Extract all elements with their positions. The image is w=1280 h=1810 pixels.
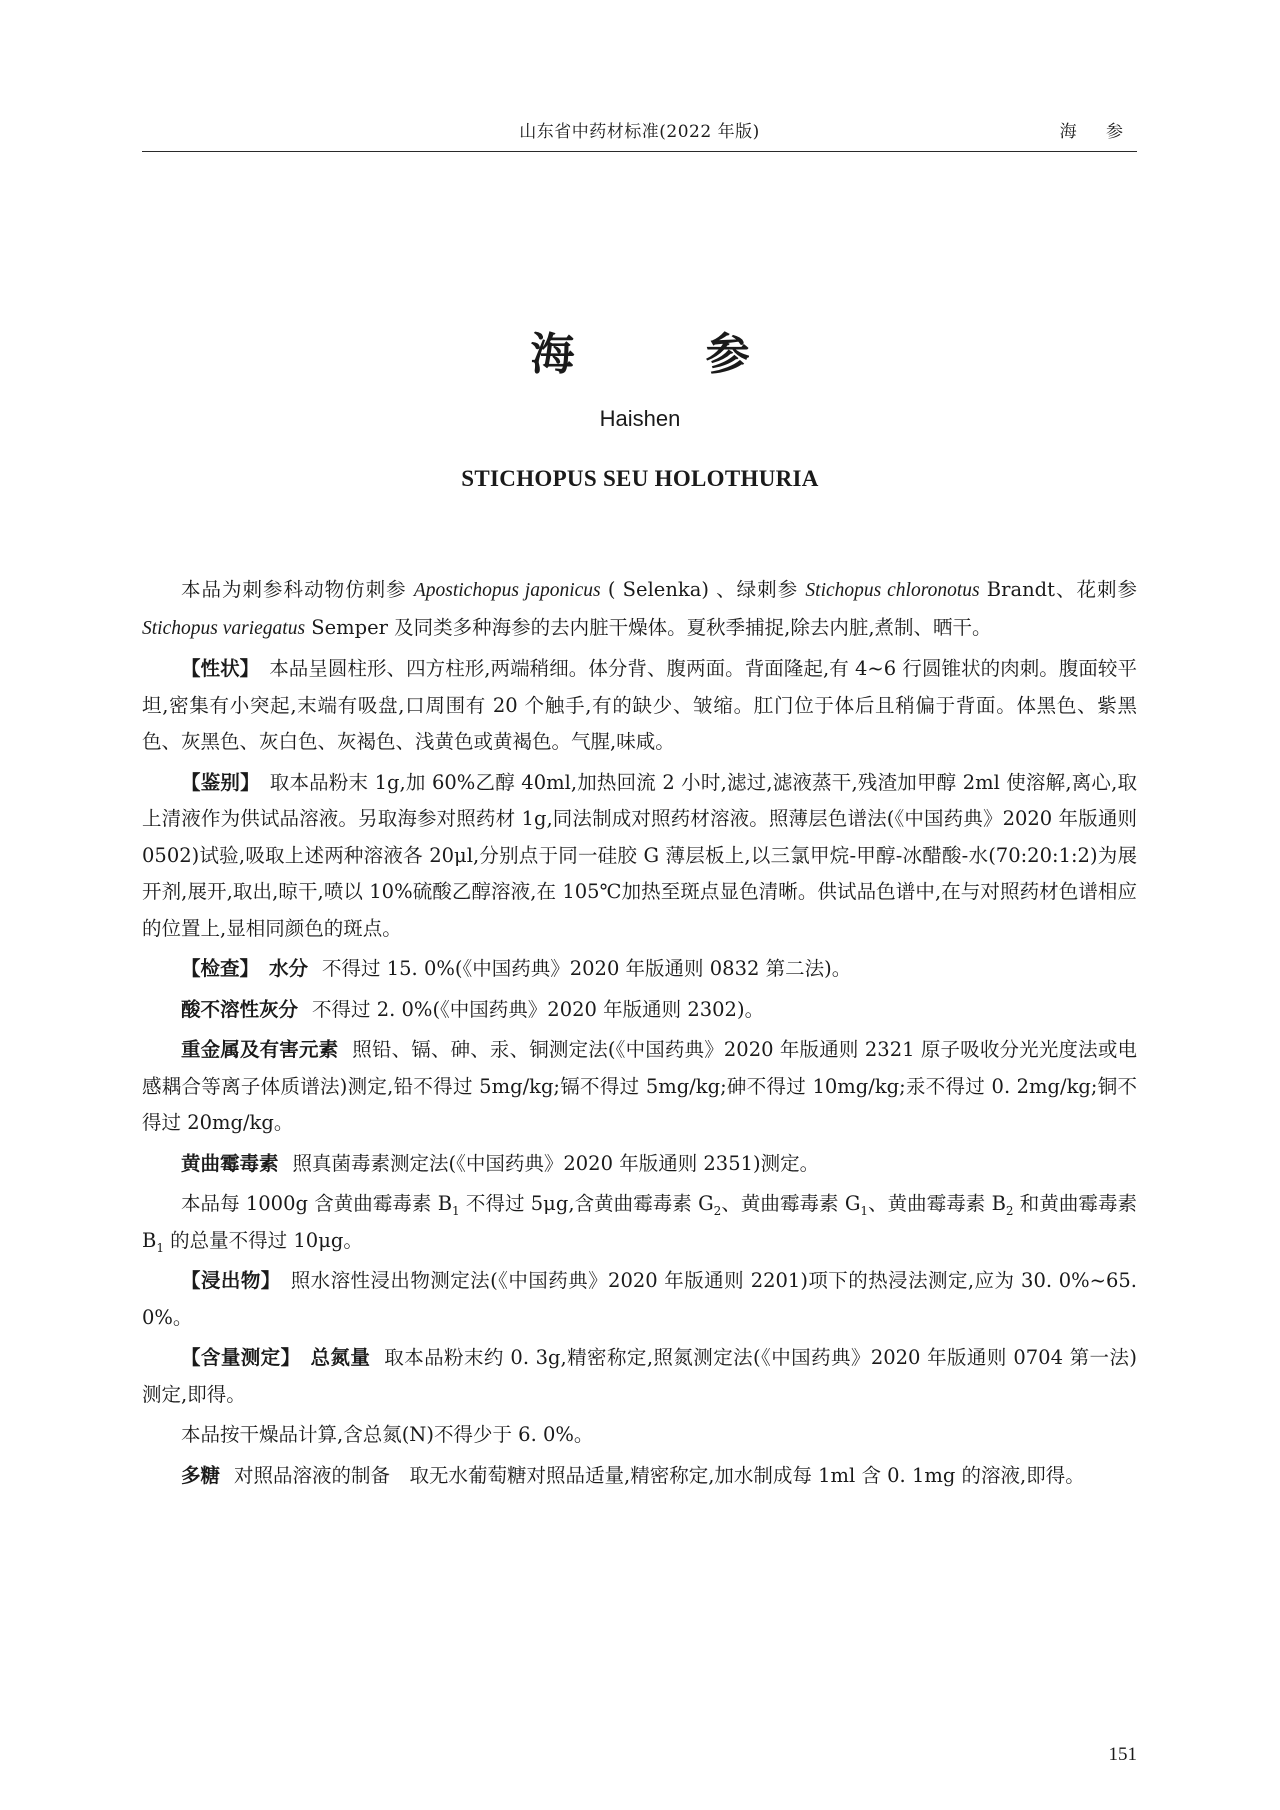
subscript: 1 [156,1240,164,1255]
limit-text: 和黄曲霉毒素 B [142,1192,1137,1252]
species-name: Stichopus chloronotus [805,580,980,601]
running-header [142,105,1137,152]
assay-section [142,1340,1137,1413]
subsection-label: 总氮量 [310,1346,371,1369]
acid-ash-item [142,992,1137,1029]
description-section [142,651,1137,761]
latin-name: STICHOPUS SEU HOLOTHURIA [461,466,819,491]
limit-text: 不得过 5μg,含黄曲霉毒素 G [459,1192,714,1215]
subscript: 1 [860,1203,869,1218]
monograph-body [142,572,1137,1498]
book-title: 山东省中药材标准(2022 年版) [519,122,760,142]
section-text: 对照品溶液的制备 取无水葡萄糖对照品适量,精密称定,加水制成每 1ml 含 0. 1mg 的溶液,即得。 [234,1463,1085,1487]
pinyin-name: Haishen [599,406,681,431]
section-label: 【检查】 [181,957,260,980]
section-text: 本品按干燥品计算,含总氮(N)不得少于 6. 0%。 [181,1423,594,1446]
section-text: 照水溶性浸出物测定法(《中国药典》2020 年版通则 2201)项下的热浸法测定,应为 30. 0%~65. 0%。 [142,1269,1137,1329]
subscript: 2 [1005,1203,1014,1218]
limit-text: 本品每 1000g 含黄曲霉毒素 B [181,1192,453,1215]
running-title: 海 参 [1059,122,1135,142]
subsection-label: 重金属及有害元素 [181,1038,339,1061]
inspection-section [142,951,1137,988]
heavy-metal-item [142,1032,1137,1142]
subsection-label: 黄曲霉毒素 [181,1151,279,1175]
aflatoxin-limit [142,1186,1137,1259]
section-label: 【含量测定】 [181,1346,301,1369]
nitrogen-limit [142,1417,1137,1454]
intro-text: ( Selenka) 、绿刺参 [600,578,806,601]
section-label: 【鉴别】 [181,770,260,794]
subsection-label: 多糖 [181,1463,221,1487]
intro-text: Semper 及同类多种海参的去内脏干燥体。夏秋季捕捉,除去内脏,煮制、晒干。 [305,615,992,639]
intro-paragraph [142,572,1137,647]
intro-text: 本品为刺参科动物仿刺参 [181,578,414,601]
species-name: Apostichopus japonicus [413,580,601,601]
identification-section [142,765,1137,948]
section-text: 不得过 2. 0%(《中国药典》2020 年版通则 2302)。 [312,997,765,1021]
subsection-label: 酸不溶性灰分 [181,997,299,1021]
limit-text: 、黄曲霉毒素 G [721,1192,861,1215]
section-text: 本品呈圆柱形、四方柱形,两端稍细。体分背、腹两面。背面隆起,有 4~6 行圆锥状的肉刺。腹面较平坦,密集有小突起,末端有吸盘,口周围有 20 个触手,有的缺少、皱缩。肛门位于体后且稍偏于背面。体黑色、紫黑色、灰黑色、灰白色、灰褐色、浅黄色或黄褐色。气腥,味咸。 [142,657,1137,753]
polysaccharide-item [142,1458,1137,1495]
limit-text: 、黄曲霉毒素 B [868,1192,1006,1215]
limit-text: 的总量不得过 10μg。 [163,1228,363,1252]
section-text: 不得过 15. 0%(《中国药典》2020 年版通则 0832 第二法)。 [322,957,852,980]
section-text: 照铅、镉、砷、汞、铜测定法(《中国药典》2020 年版通则 2321 原子吸收分光光度法或电感耦合等离子体质谱法)测定,铅不得过 5mg/kg;镉不得过 5mg/kg;砷不得过 10mg/kg;汞不得过 0. 2mg/kg;铜不得过 20mg/kg。 [142,1038,1137,1134]
extract-section [142,1263,1137,1336]
intro-text: Brandt、花刺参 [979,578,1138,601]
monograph-title: 海 参 [530,329,808,380]
section-text: 取本品粉末约 0. 3g,精密称定,照氮测定法(《中国药典》2020 年版通则 0704 第一法)测定,即得。 [142,1346,1137,1406]
subscript: 2 [713,1203,722,1218]
subscript: 1 [452,1203,460,1218]
section-text: 取本品粉末 1g,加 60%乙醇 40ml,加热回流 2 小时,滤过,滤液蒸干,残渣加甲醇 2ml 使溶解,离心,取上清液作为供试品溶液。另取海参对照药材 1g,同法制成对照药材溶液。照薄层色谱法(《中国药典》2020 年版通则 0502)试验,吸取上述两种溶液各 20μl,分别点于同一硅胶 G 薄层板上,以三氯甲烷-甲醇-冰醋酸-水(70:20:1:2)为展开剂,展开,取出,晾干,喷以 10%硫酸乙醇溶液,在 105℃加热至斑点显色清晰。供试品色谱中,在与对照药材色谱相应的位置上,显相同颜色的斑点。 [142,770,1137,940]
section-label: 【性状】 [181,657,260,680]
species-name: Stichopus variegatus [142,617,306,639]
page-number: 151 [1108,1744,1137,1765]
aflatoxin-item [142,1146,1137,1183]
section-label: 【浸出物】 [181,1269,281,1292]
subsection-label: 水分 [269,957,309,980]
section-text: 照真菌毒素测定法(《中国药典》2020 年版通则 2351)测定。 [292,1151,820,1175]
